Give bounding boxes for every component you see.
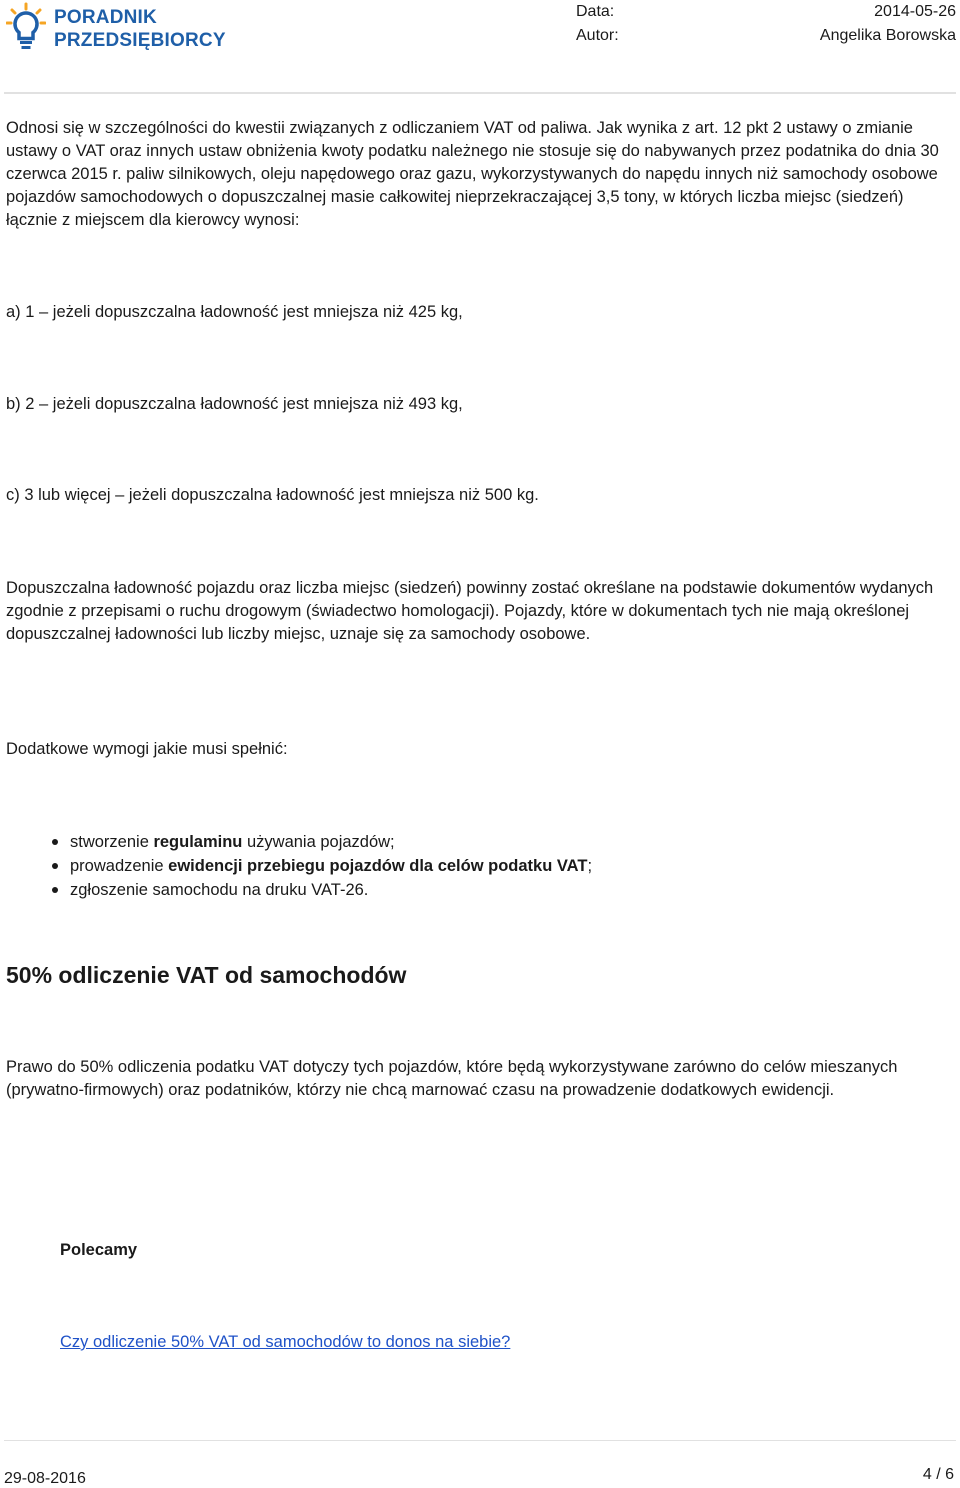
bullet-text-bold: regulaminu bbox=[153, 833, 243, 851]
bullet-text-bold: ewidencji przebiegu pojazdów dla celów podatku VAT bbox=[168, 857, 588, 875]
date-label: Data: bbox=[576, 3, 615, 20]
list-item bbox=[52, 830, 592, 854]
requirements-list bbox=[52, 830, 592, 902]
page-number: 4 / 6 bbox=[922, 1466, 954, 1483]
intro-paragraph: Odnosi się w szczególności do kwestii związanych z odliczaniem VAT od paliwa. Jak wynika z art. 12 pkt 2 ustawy o zmianie ustawy o VAT oraz innych ustaw obniżenia kwoty podatku należnego nie stosuje się do nabywanych przez podatnika do dnia 30 czerwca 2015 r. paliw silnikowych, oleju napędowego oraz gazu, wykorzystywanych do napędu innych niż samochody osobowe pojazdów samochodowych o dopuszczalnej masie całkowitej nieprzekraczającej 3,5 tony, w których liczba miejsc (siedzeń) łącznie z miejscem dla kierowcy wynosi: bbox=[6, 119, 939, 229]
lightbulb-icon bbox=[6, 2, 46, 54]
list-item bbox=[52, 854, 592, 878]
bullet-text-post: ; bbox=[587, 857, 593, 875]
list-item-a: a) 1 – jeżeli dopuszczalna ładowność jest mniejsza niż 425 kg, bbox=[6, 303, 463, 321]
logo-text bbox=[54, 6, 226, 52]
list-item bbox=[52, 878, 592, 902]
bullet-icon bbox=[52, 863, 58, 869]
requirements-title: Dodatkowe wymogi jakie musi spełnić: bbox=[6, 740, 288, 758]
author-label: Autor: bbox=[576, 27, 619, 44]
author-value: Angelika Borowska bbox=[819, 27, 956, 44]
homologation-paragraph: Dopuszczalna ładowność pojazdu oraz liczba miejsc (siedzeń) powinny zostać określane na podstawie dokumentów wydanych zgodnie z przepisami o ruchu drogowym (świadectwo homologacji). Pojazdy, które w dokumentach tych nie mają określonej dopuszczalnej ładowności lub liczby miejsc, uznaje się za samochody osobowe. bbox=[6, 579, 934, 643]
bullet-text-post: używania pojazdów; bbox=[242, 833, 395, 851]
bullet-text-pre: zgłoszenie samochodu na druku VAT-26. bbox=[70, 881, 369, 899]
recommended-article-link[interactable]: Czy odliczenie 50% VAT od samochodów to donos na siebie? bbox=[60, 1333, 511, 1351]
fifty-percent-paragraph: Prawo do 50% odliczenia podatku VAT dotyczy tych pojazdów, które będą wykorzystywane zarówno do celów mieszanych (prywatno-firmowych) oraz podatników, którzy nie chcą marnować czasu na prowadzenie dodatkowych ewidencji. bbox=[6, 1058, 898, 1099]
logo-line-1: PORADNIK bbox=[54, 7, 157, 28]
list-item-b: b) 2 – jeżeli dopuszczalna ładowność jest mniejsza niż 493 kg, bbox=[6, 395, 463, 413]
recommended-label: Polecamy bbox=[60, 1241, 138, 1259]
bullet-icon bbox=[52, 839, 58, 845]
logo bbox=[6, 2, 236, 56]
bullet-text-pre: stworzenie bbox=[70, 833, 154, 851]
logo-line-2: PRZEDSIĘBIORCY bbox=[54, 30, 226, 51]
bullet-text-pre: prowadzenie bbox=[70, 857, 169, 875]
footer-divider bbox=[4, 1440, 956, 1441]
list-item-c: c) 3 lub więcej – jeżeli dopuszczalna ładowność jest mniejsza niż 500 kg. bbox=[6, 486, 539, 504]
bullet-icon bbox=[52, 887, 58, 893]
header-divider bbox=[4, 92, 956, 94]
footer-date: 29-08-2016 bbox=[4, 1470, 86, 1487]
date-value: 2014-05-26 bbox=[874, 3, 956, 20]
section-heading: 50% odliczenie VAT od samochodów bbox=[6, 962, 407, 988]
